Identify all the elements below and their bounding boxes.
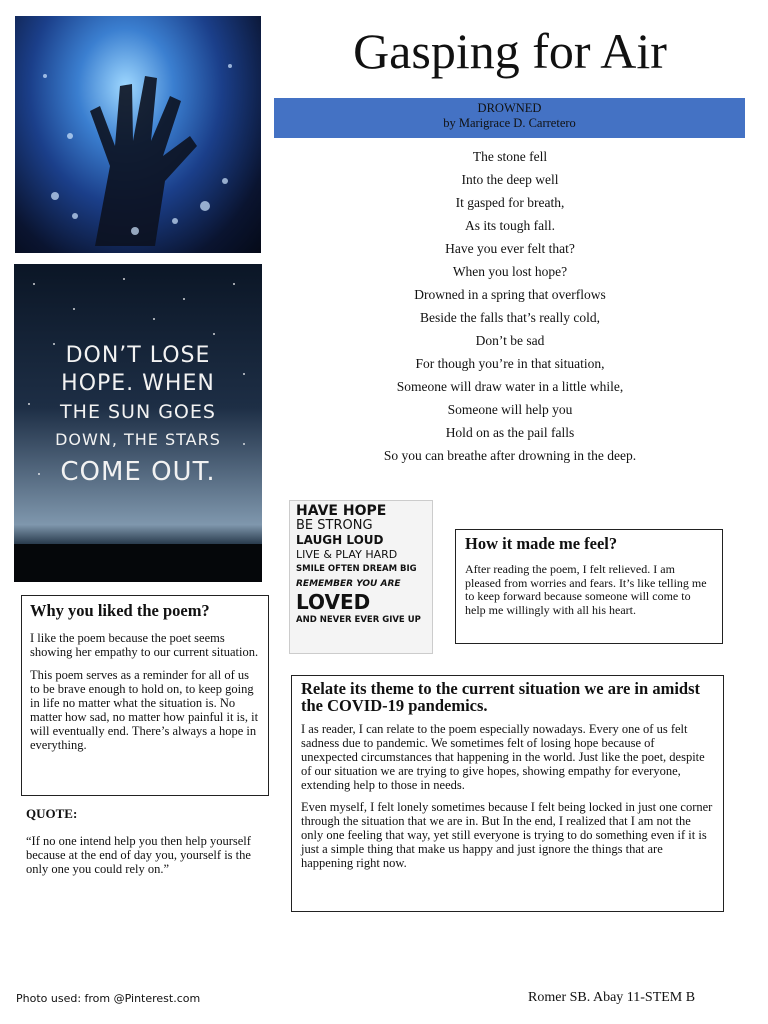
- quote-text: “If no one intend help you then help yourself because at the end of day you, yourself is the only one you could rely on.”: [26, 834, 251, 876]
- poem-line: Into the deep well: [461, 172, 559, 187]
- stars-line: DON’T LOSE: [65, 343, 211, 368]
- stars-quote-text: [14, 342, 262, 486]
- stars-line: DOWN, THE STARS: [55, 430, 221, 449]
- poem-line: Beside the falls that’s really cold,: [420, 310, 600, 325]
- feel-text: After reading the poem, I felt relieved. I am pleased from worries and fears. It’s like telling me to keep forward because someone will come to help me willingly with all his heart.: [465, 562, 707, 617]
- why-paragraph-2: This poem serves as a reminder for all of us to be brave enough to hold on, to keep going in life no matter what the situation is. No matter how sad, no matter how painful it is, it will eventually end. There’s always a hope in everything.: [30, 668, 259, 752]
- drowning-hand-image: [15, 16, 261, 253]
- poem-line: The stone fell: [472, 149, 548, 164]
- photo-credit: Photo used: from @Pinterest.com: [16, 992, 201, 1005]
- hope-line: LOVED: [296, 590, 371, 614]
- relate-box: [291, 675, 724, 912]
- poem-line: Someone will draw water in a little while,: [396, 379, 624, 394]
- poem-title: DROWNED: [477, 101, 542, 115]
- poem-line: So you can breathe after drowning in the deep.: [383, 448, 637, 463]
- why-heading: Why you liked the poem?: [30, 601, 210, 620]
- poem-author: by Marigrace D. Carretero: [443, 116, 576, 130]
- hope-line: LIVE & PLAY HARD: [296, 547, 398, 561]
- poem-line: Have you ever felt that?: [445, 241, 575, 256]
- hope-line: BE STRONG: [296, 517, 373, 533]
- hope-line: AND NEVER EVER GIVE UP: [296, 615, 421, 625]
- poem-line: Don’t be sad: [475, 333, 545, 348]
- poem-text: [300, 146, 720, 468]
- why-box: [21, 595, 269, 796]
- stars-line: HOPE. WHEN: [61, 371, 215, 396]
- poem-line: As its tough fall.: [465, 218, 555, 233]
- poem-line: Drowned in a spring that overflows: [414, 287, 606, 302]
- hope-line: HAVE HOPE: [296, 503, 387, 519]
- relate-heading: Relate its theme to the current situation we are in amidst the COVID-19 pandemics.: [301, 679, 700, 715]
- quote-section: [26, 806, 266, 876]
- stars-quote-image: [14, 264, 262, 582]
- hope-line: REMEMBER YOU ARE: [296, 578, 401, 589]
- poem-line: It gasped for breath,: [455, 195, 565, 210]
- poem-line: For though you’re in that situation,: [415, 356, 605, 371]
- stars-line: COME OUT.: [60, 457, 216, 487]
- feel-box: [455, 529, 723, 644]
- hope-line: LAUGH LOUD: [296, 533, 384, 547]
- poem-line: Hold on as the pail falls: [445, 425, 575, 440]
- author-line: Romer SB. Abay 11-STEM B: [528, 990, 696, 1005]
- poem-banner: [274, 98, 745, 138]
- stars-line: THE SUN GOES: [60, 401, 216, 423]
- have-hope-image: [289, 500, 433, 654]
- page-title: Gasping for Air: [353, 23, 667, 79]
- why-paragraph-1: I like the poem because the poet seems showing her empathy to our current situation.: [30, 631, 259, 659]
- quote-label: QUOTE:: [26, 806, 78, 821]
- poem-line: When you lost hope?: [452, 264, 568, 279]
- poem-line: Someone will help you: [447, 402, 573, 417]
- hand-silhouette-icon: [15, 16, 261, 253]
- relate-paragraph-2: Even myself, I felt lonely sometimes because I felt being locked in just one corner through the situation that we are in. But In the end, I realized that I am not the only one feeling that way, yet still everyone is trying to do something even if it is just a simple thing that make us happy and just ignore the things that are happening right now.: [301, 800, 713, 870]
- relate-paragraph-1: I as reader, I can relate to the poem especially nowadays. Every one of us felt sadness due to pandemic. We sometimes felt of losing hope because of unexpected circumstances that happening in the world. Just like the poet, despite of our situation we are trying to give hopes, showing empathy for everyone, extending help to those in needs.: [301, 722, 705, 792]
- feel-heading: How it made me feel?: [465, 534, 618, 553]
- hope-line: SMILE OFTEN DREAM BIG: [296, 564, 417, 574]
